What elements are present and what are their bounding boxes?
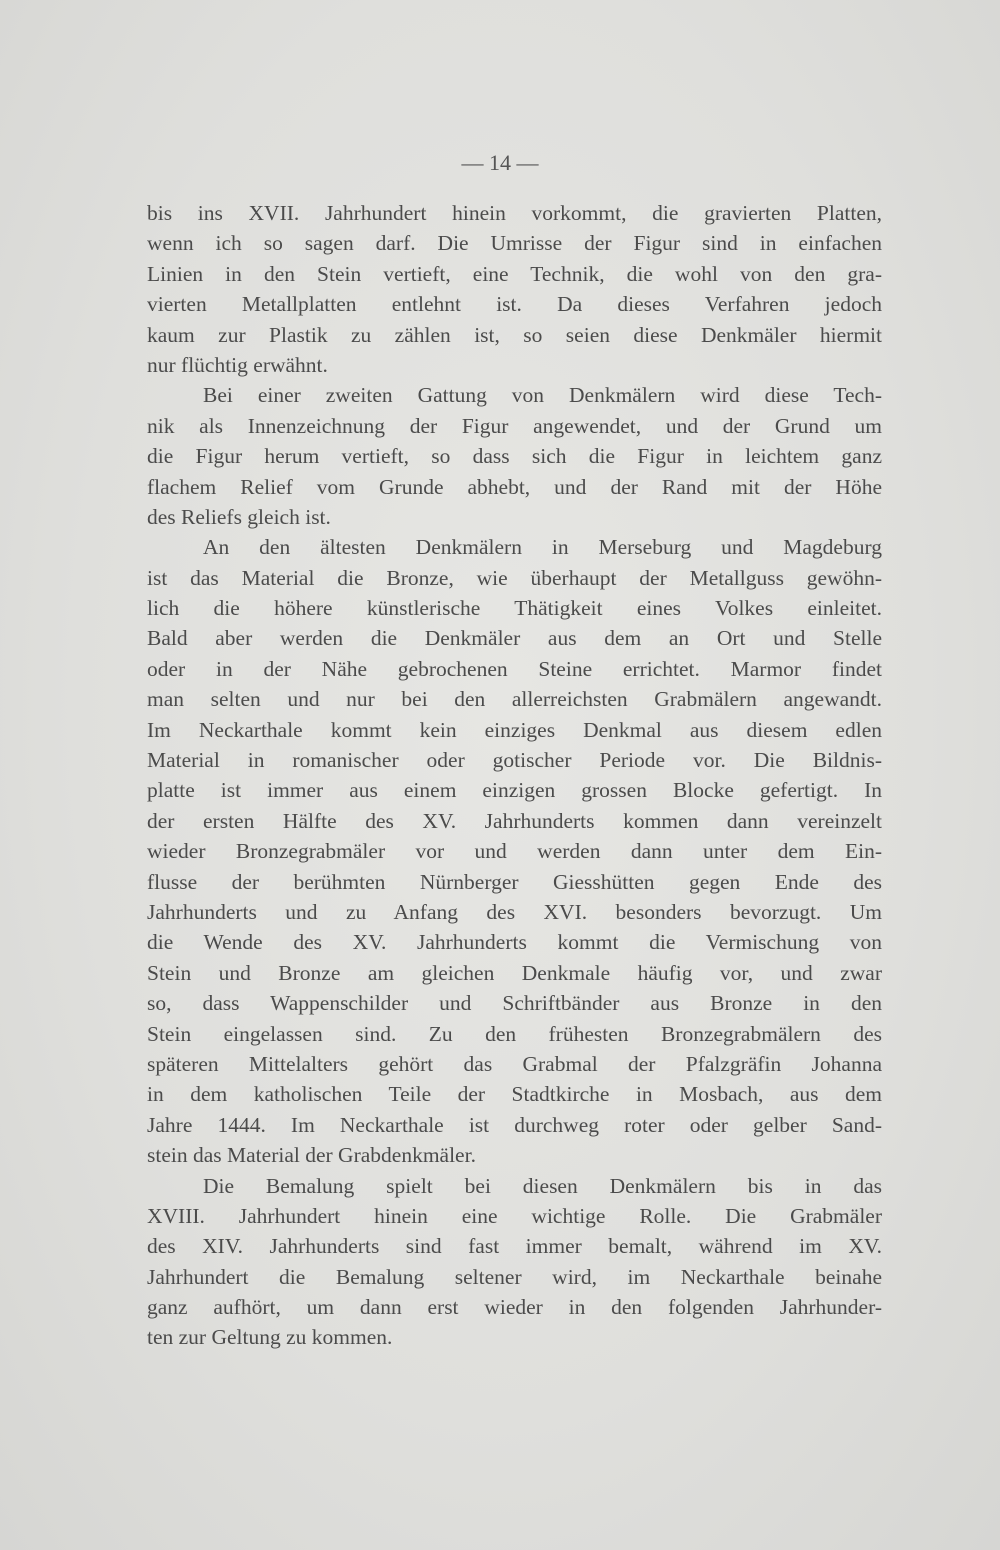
- text-line: die Figur herum vertieft, so dass sich die Figur in leichtem ganz: [147, 444, 882, 469]
- text-line: Jahrhunderts und zu Anfang des XVI. besonders bevorzugt. Um: [147, 899, 882, 924]
- text-line: XVIII. Jahrhundert hinein eine wichtige Rolle. Die Grabmäler: [147, 1203, 882, 1228]
- text-line: Jahrhundert die Bemalung seltener wird, im Neckarthale beinahe: [147, 1264, 882, 1289]
- text-line: platte ist immer aus einem einzigen grossen Blocke gefertigt. In: [147, 778, 882, 803]
- text-line: die Wende des XV. Jahrhunderts kommt die Vermischung von: [147, 930, 882, 955]
- text-line: späteren Mittelalters gehört das Grabmal der Pfalzgräfin Johanna: [147, 1051, 882, 1076]
- text-line: Im Neckarthale kommt kein einziges Denkmal aus diesem edlen: [147, 717, 882, 742]
- text-line: Bei einer zweiten Gattung von Denkmälern wird diese Tech-: [203, 383, 882, 408]
- page-number: — 14 —: [461, 150, 539, 175]
- text-line: ganz aufhört, um dann erst wieder in den folgenden Jahrhunder-: [147, 1295, 882, 1320]
- text-line: vierten Metallplatten entlehnt ist. Da dieses Verfahren jedoch: [147, 292, 882, 317]
- text-line: An den ältesten Denkmälern in Merseburg und Magdeburg: [203, 535, 882, 560]
- text-line: Linien in den Stein vertieft, eine Technik, die wohl von den gra-: [147, 261, 882, 286]
- text-line: wenn ich so sagen darf. Die Umrisse der Figur sind in einfachen: [147, 231, 882, 256]
- text-line: des XIV. Jahrhunderts sind fast immer bemalt, während im XV.: [147, 1234, 882, 1259]
- text-line: nur flüchtig erwähnt.: [147, 352, 328, 377]
- text-line: Stein eingelassen sind. Zu den frühesten Bronzegrabmälern des: [147, 1021, 882, 1046]
- text-line: nik als Innenzeichnung der Figur angewendet, und der Grund um: [147, 413, 882, 438]
- text-line: ten zur Geltung zu kommen.: [147, 1325, 393, 1350]
- text-line: stein das Material der Grabdenkmäler.: [147, 1143, 476, 1168]
- text-line: lich die höhere künstlerische Thätigkeit eines Volkes einleitet.: [147, 596, 882, 621]
- text-line: ist das Material die Bronze, wie überhaupt der Metallguss gewöhn-: [147, 565, 882, 590]
- text-line: Bald aber werden die Denkmäler aus dem an Ort und Stelle: [147, 626, 882, 651]
- text-line: Die Bemalung spielt bei diesen Denkmälern bis in das: [203, 1173, 882, 1198]
- text-line: in dem katholischen Teile der Stadtkirche in Mosbach, aus dem: [147, 1082, 882, 1107]
- text-line: der ersten Hälfte des XV. Jahrhunderts kommen dann vereinzelt: [147, 808, 882, 833]
- text-line: man selten und nur bei den allerreichsten Grabmälern angewandt.: [147, 687, 882, 712]
- text-line: flachem Relief vom Grunde abhebt, und der Rand mit der Höhe: [147, 474, 882, 499]
- text-line: flusse der berühmten Nürnberger Giesshütten gegen Ende des: [147, 869, 882, 894]
- text-line: wieder Bronzegrabmäler vor und werden dann unter dem Ein-: [147, 839, 882, 864]
- text-line: Jahre 1444. Im Neckarthale ist durchweg roter oder gelber Sand-: [147, 1112, 882, 1137]
- text-line: des Reliefs gleich ist.: [147, 504, 331, 529]
- text-line: so, dass Wappenschilder und Schriftbänder aus Bronze in den: [147, 991, 882, 1016]
- text-line: Material in romanischer oder gotischer Periode vor. Die Bildnis-: [147, 748, 882, 773]
- text-line: bis ins XVII. Jahrhundert hinein vorkommt, die gravierten Platten,: [147, 201, 882, 225]
- text-line: oder in der Nähe gebrochenen Steine errichtet. Marmor findet: [147, 656, 882, 681]
- body-text: [147, 198, 882, 1353]
- text-line: Stein und Bronze am gleichen Denkmale häufig vor, und zwar: [147, 960, 882, 985]
- text-line: kaum zur Plastik zu zählen ist, so seien diese Denkmäler hiermit: [147, 322, 882, 347]
